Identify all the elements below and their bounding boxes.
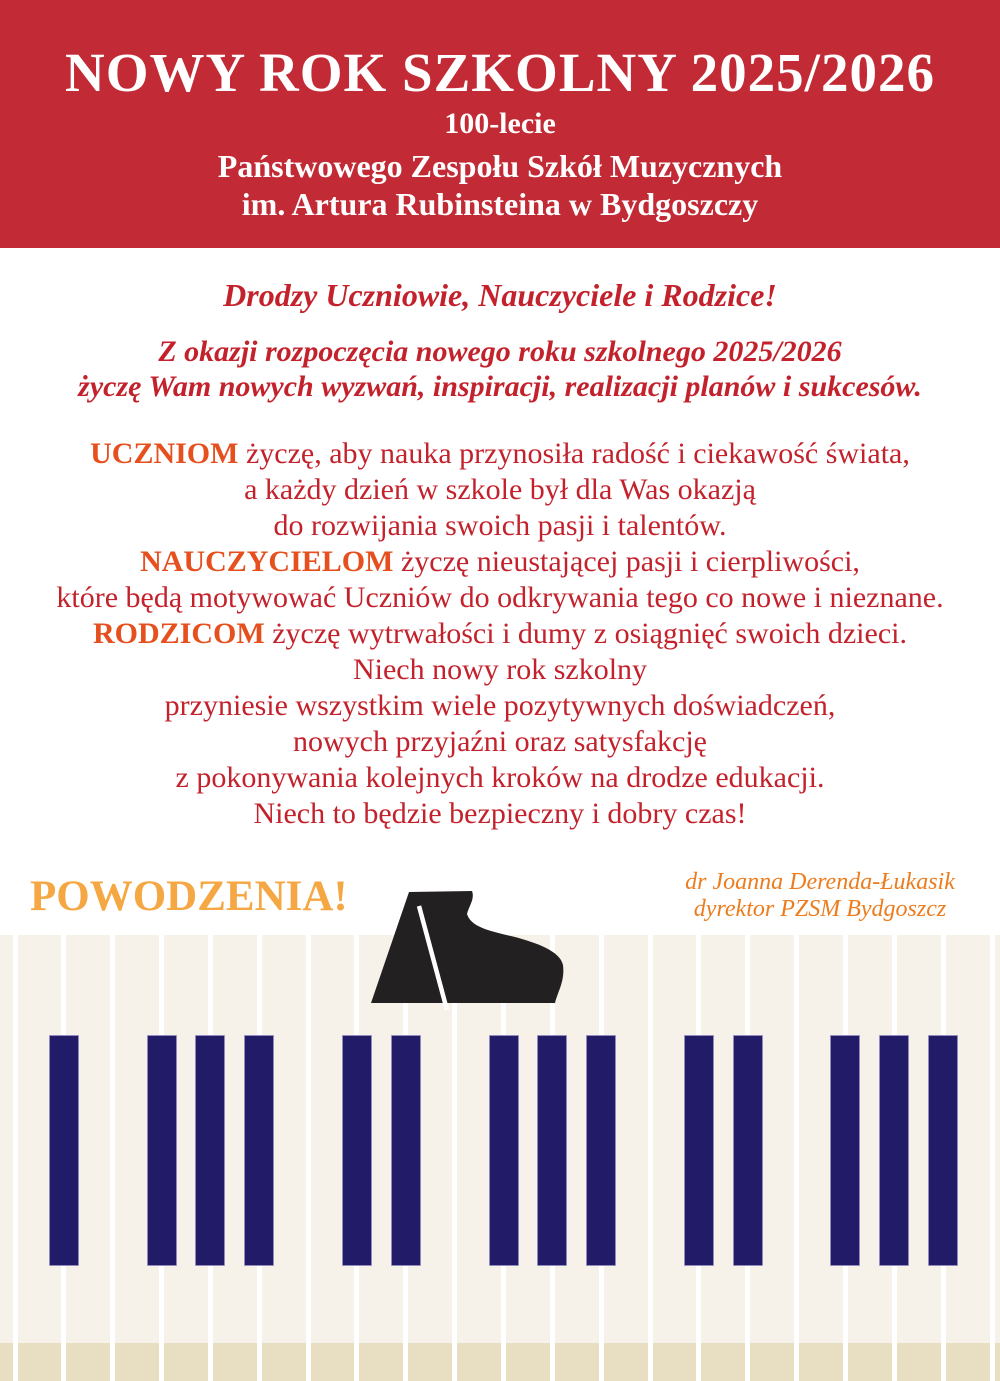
greeting-line: Drodzy Uczniowie, Nauczyciele i Rodzice!	[223, 277, 777, 313]
black-key	[244, 1035, 274, 1266]
black-key	[342, 1035, 372, 1266]
black-key	[489, 1035, 519, 1266]
wish-line: do rozwijania swoich pasji i talentów.	[273, 509, 727, 542]
black-key	[879, 1035, 909, 1266]
white-key-separator	[794, 935, 799, 1381]
wish-text: życzę wytrwałości i dumy z osiągnięć swoich dzieci.	[264, 617, 907, 650]
white-key-separator	[13, 935, 18, 1381]
grand-piano-icon	[365, 889, 565, 1011]
anniversary-line: 100-lecie	[444, 107, 556, 140]
black-key	[537, 1035, 567, 1266]
signature-name: dr Joanna Derenda-Łukasik	[685, 869, 955, 895]
black-key	[684, 1035, 714, 1266]
intro-line-1: Z okazji rozpoczęcia nowego roku szkolnego 2025/2026	[158, 335, 842, 368]
wish-line: Niech to będzie bezpieczny i dobry czas!	[253, 797, 747, 830]
wish-line-teachers	[0, 544, 1000, 580]
school-patron-line: im. Artura Rubinsteina w Bydgoszczy	[241, 186, 759, 222]
wish-line-parents	[0, 616, 1000, 652]
teachers-keyword: NAUCZYCIELOM	[140, 545, 394, 578]
wish-line: Niech nowy rok szkolny	[352, 653, 648, 686]
wish-line-students	[0, 436, 1000, 472]
wish-text: życzę, aby nauka przynosiła radość i ciekawość świata,	[238, 437, 910, 470]
good-luck-text: POWODZENIA!	[30, 873, 348, 920]
wish-line: przyniesie wszystkim wiele pozytywnych doświadczeń,	[164, 689, 836, 722]
wish-line: a każdy dzień w szkole był dla Was okazją	[244, 473, 756, 506]
intro-line-2: życzę Wam nowych wyzwań, inspiracji, realizacji planów i sukcesów.	[78, 370, 922, 403]
black-key	[195, 1035, 225, 1266]
signature-block	[655, 869, 985, 923]
parents-keyword: RODZICOM	[93, 617, 265, 650]
intro-block	[0, 334, 1000, 404]
black-key	[928, 1035, 958, 1266]
white-key-separator	[306, 935, 311, 1381]
black-key	[586, 1035, 616, 1266]
black-key	[147, 1035, 177, 1266]
black-key	[49, 1035, 79, 1266]
black-key	[391, 1035, 421, 1266]
students-keyword: UCZNIOM	[90, 437, 239, 470]
wish-line: z pokonywania kolejnych kroków na drodze edukacji.	[175, 761, 825, 794]
header-banner	[0, 0, 1000, 248]
school-name-line: Państwowego Zespołu Szkół Muzycznych	[217, 148, 783, 184]
wish-text: życzę nieustającej pasji i cierpliwości,	[393, 545, 860, 578]
white-key-separator	[990, 935, 995, 1381]
signature-title: dyrektor PZSM Bydgoszcz	[693, 896, 947, 922]
poster-title: NOWY ROK SZKOLNY 2025/2026	[65, 42, 935, 103]
white-key-bottom-edge	[0, 1343, 1000, 1381]
wish-line: nowych przyjaźni oraz satysfakcję	[293, 725, 707, 758]
wishes-block	[0, 436, 1000, 832]
white-key-separator	[110, 935, 115, 1381]
black-key	[733, 1035, 763, 1266]
wish-line: które będą motywować Uczniów do odkrywania tego co nowe i nieznane.	[56, 581, 944, 614]
white-key-separator	[648, 935, 653, 1381]
black-key	[830, 1035, 860, 1266]
piano-body-shape	[371, 891, 563, 1003]
